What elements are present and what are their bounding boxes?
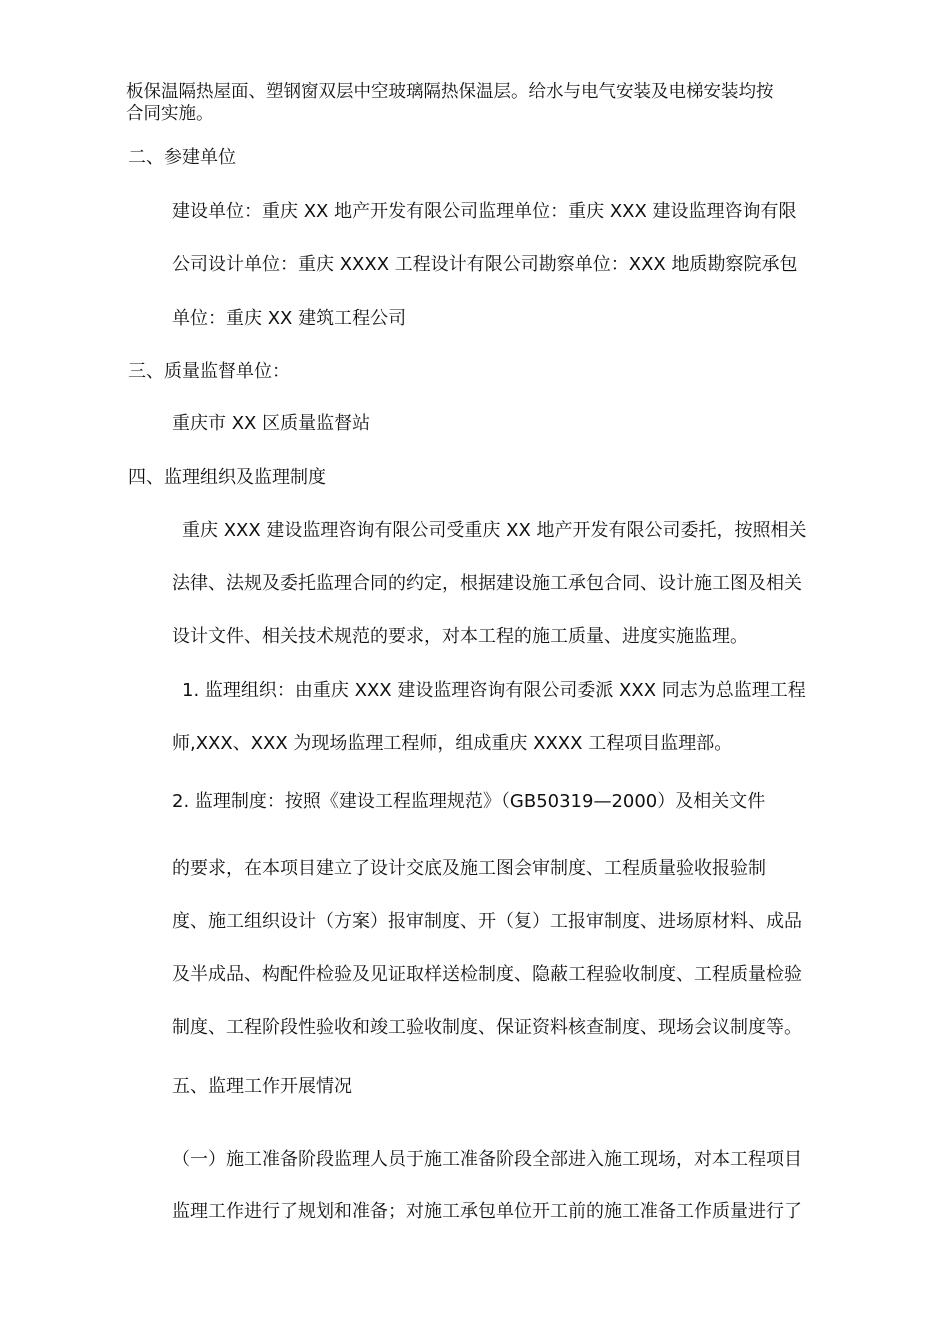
section4-item2-line-5: 制度、工程阶段性验收和竣工验收制度、保证资料核查制度、现场会议制度等。 xyxy=(172,1017,802,1038)
section3-line-1: 重庆市 XX 区质量监督站 xyxy=(172,413,371,434)
intro-line-1: 板保温隔热屋面、塑钢窗双层中空玻璃隔热保温层。给水与电气安装及电梯安装均按 xyxy=(126,82,774,102)
section2-line-3: 单位：重庆 XX 建筑工程公司 xyxy=(172,308,407,329)
section3-heading: 三、质量监督单位： xyxy=(128,361,290,382)
section4-item2-line-4: 及半成品、构配件检验及见证取样送检制度、隐蔽工程验收制度、工程质量检验 xyxy=(172,964,802,985)
section4-heading: 四、监理组织及监理制度 xyxy=(128,467,326,488)
section4-para1-line-1: 重庆 XXX 建设监理咨询有限公司受重庆 XX 地产开发有限公司委托，按照相关 xyxy=(182,520,807,541)
section2-line-2: 公司设计单位：重庆 XXXX 工程设计有限公司勘察单位：XXX 地质勘察院承包 xyxy=(172,254,798,275)
section4-item2-line-2: 的要求，在本项目建立了设计交底及施工图会审制度、工程质量验收报验制 xyxy=(172,858,766,879)
section5-heading: 五、监理工作开展情况 xyxy=(172,1076,352,1097)
section4-item1-line-1: 1. 监理组织：由重庆 XXX 建设监理咨询有限公司委派 XXX 同志为总监理工程 xyxy=(182,680,806,701)
section5-line-1: （一）施工准备阶段监理人员于施工准备阶段全部进入施工现场，对本工程项目 xyxy=(172,1149,802,1170)
section4-item2-line-1: 2. 监理制度：按照《建设工程监理规范》（GB50319—2000）及相关文件 xyxy=(172,791,766,812)
section2-heading: 二、参建单位 xyxy=(128,147,236,168)
section4-para1-line-2: 法律、法规及委托监理合同的约定，根据建设施工承包合同、设计施工图及相关 xyxy=(172,573,802,594)
section4-item1-line-2: 师,XXX、XXX 为现场监理工程师，组成重庆 XXXX 工程项目监理部。 xyxy=(172,733,733,754)
section5-line-2: 监理工作进行了规划和准备；对施工承包单位开工前的施工准备工作质量进行了 xyxy=(172,1201,802,1222)
intro-line-2: 合同实施。 xyxy=(126,104,214,124)
section4-para1-line-3: 设计文件、相关技术规范的要求，对本工程的施工质量、进度实施监理。 xyxy=(172,626,748,647)
section4-item2-line-3: 度、施工组织设计（方案）报审制度、开（复）工报审制度、进场原材料、成品 xyxy=(172,911,802,932)
section2-line-1: 建设单位：重庆 XX 地产开发有限公司监理单位：重庆 XXX 建设监理咨询有限 xyxy=(172,201,797,222)
